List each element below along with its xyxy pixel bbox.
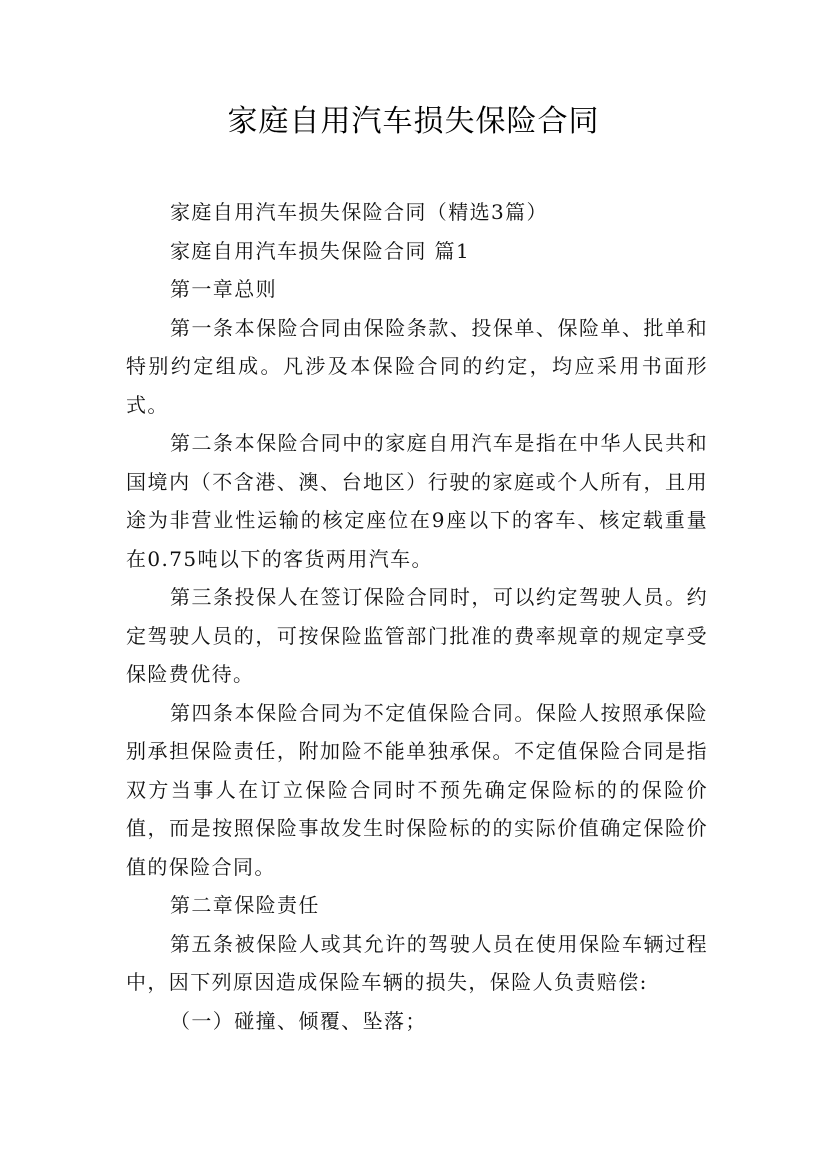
paragraph-article-one: 第一条本保险合同由保险条款、投保单、保险单、批单和特别约定组成。凡涉及本保险合同的约定，均应采用书面形式。: [126, 315, 708, 417]
paragraph-list-item-one: （一）碰撞、倾覆、坠落；: [170, 1008, 427, 1033]
paragraph-chapter-two: 第二章保险责任: [170, 893, 320, 917]
paragraph-subtitle: 家庭自用汽车损失保险合同（精选3篇）: [170, 200, 548, 224]
paragraph-chapter-one: 第一章总则: [170, 277, 277, 301]
paragraph-article-five: 第五条被保险人或其允许的驾驶人员在使用保险车辆过程中，因下列原因造成保险车辆的损失，保险人负责赔偿:: [126, 931, 708, 994]
document-title: 家庭自用汽车损失保险合同: [227, 104, 600, 139]
paragraph-article-four: 第四条本保险合同为不定值保险合同。保险人按照承保险别承担保险责任，附加险不能单独承保。不定值保险合同是指双方当事人在订立保险合同时不预先确定保险标的的保险价值，而是按照保险事故发生时保险标的的实际价值确定保险价值的保险合同。: [126, 700, 708, 879]
document-body: [126, 193, 708, 1040]
paragraph-section-heading: 家庭自用汽车损失保险合同 篇1: [170, 238, 471, 263]
paragraph-article-two: 第二条本保险合同中的家庭自用汽车是指在中华人民共和国境内（不含港、澳、台地区）行驶的家庭或个人所有，且用途为非营业性运输的核定座位在9座以下的客车、核定载重量在0.75吨以下的客货两用汽车。: [126, 431, 708, 571]
paragraph-article-three: 第三条投保人在签订保险合同时，可以约定驾驶人员。约定驾驶人员的，可按保险监管部门批准的费率规章的规定享受保险费优待。: [126, 585, 708, 686]
